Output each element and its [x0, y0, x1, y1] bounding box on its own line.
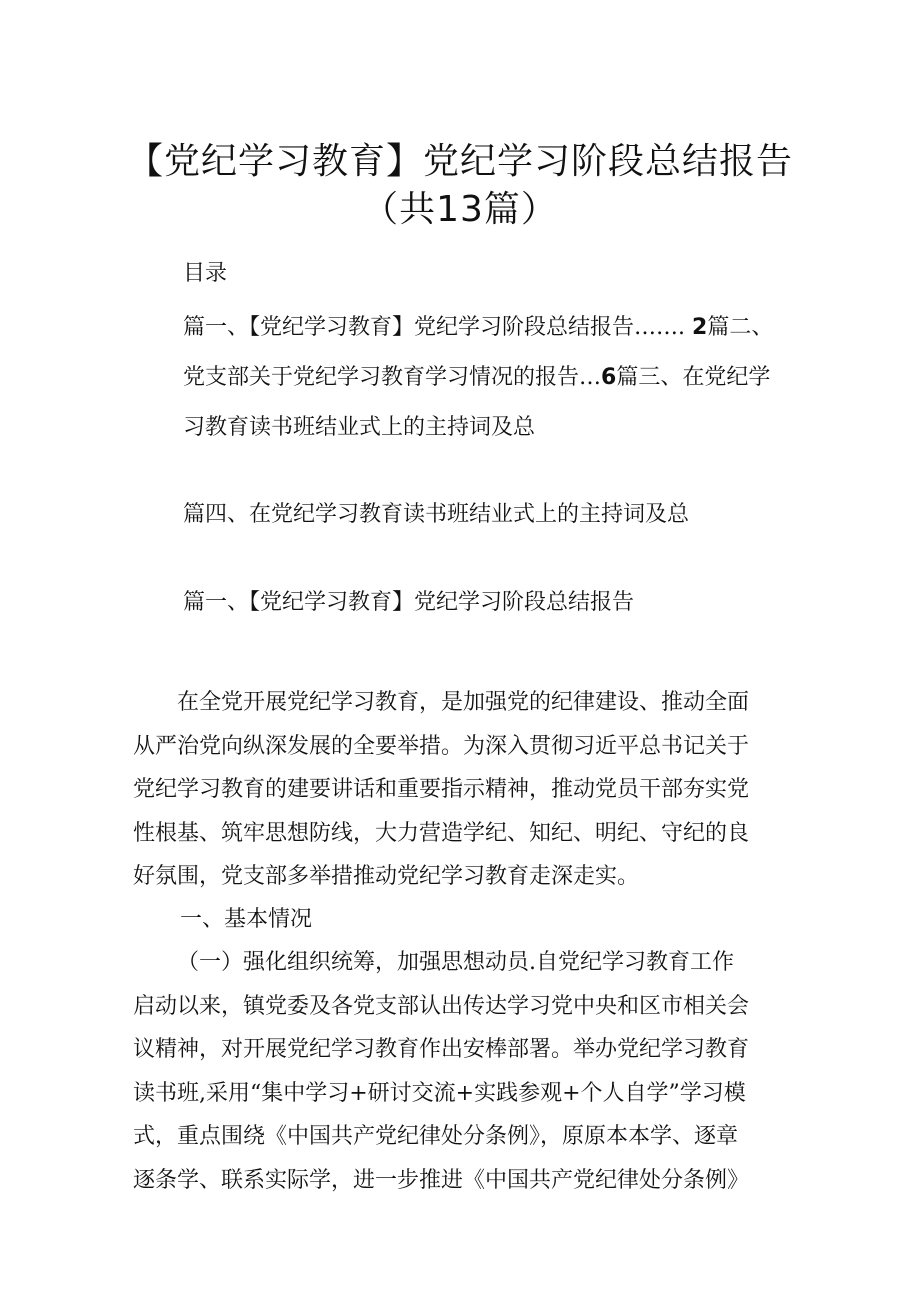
- paragraph-line: 从严治党向纵深发展的全要举措。为深入贯彻习近平总书记关于: [133, 733, 750, 759]
- toc-page-number: 6: [601, 365, 617, 390]
- toc-line-1-text: 篇一、【党纪学习教育】党纪学习阶段总结报告…….: [183, 315, 692, 340]
- paragraph-line: 议精神，对开展党纪学习教育作出安棒部署。举办党纪学习教育: [133, 1037, 750, 1062]
- paragraph-line: 启动以来，镇党委及各党支部认出传达学习党中央和区市相关会: [133, 993, 750, 1019]
- toc-page-number: 2: [692, 315, 708, 340]
- toc-line-2-text: 党支部关于党纪学习教育学习情况的报告…: [183, 365, 602, 390]
- document-title-count: （共13篇）: [362, 189, 558, 230]
- toc-list: [183, 303, 803, 453]
- toc-line-1-tail: 篇二、: [707, 315, 774, 340]
- paragraph-line: 读书班,采用“集中学习+研讨交流+实践参观+个人自学”学习模: [133, 1080, 746, 1106]
- paragraph-line: 好氛围，党支部多举措推动党纪学习教育走深走实。: [133, 864, 640, 889]
- paragraph-line: 在全党开展党纪学习教育，是加强党的纪律建设、推动全面: [177, 690, 750, 715]
- toc-line-2-tail: 篇三、在党纪学: [616, 365, 771, 390]
- toc-line-2[interactable]: [183, 353, 803, 403]
- paragraph-line: 性根基、筑牢思想防线，大力营造学纪、知纪、明纪、守纪的良: [133, 820, 750, 846]
- document-title: 【党纪学习教育】党纪学习阶段总结报告: [126, 141, 793, 182]
- toc-line-3-text: 习教育读书班结业式上的主持词及总: [183, 415, 536, 440]
- paragraph-line: 逐条学、联系实际学，进一步推进《中国共产党纪律处分条例》: [133, 1167, 750, 1193]
- paragraph-line: （一）强化组织统筹，加强思想动员.自党纪学习教育工作: [177, 950, 734, 975]
- toc-line-1[interactable]: [183, 303, 803, 353]
- section-title: 篇一、【党纪学习教育】党纪学习阶段总结报告: [183, 590, 635, 615]
- paragraph-line: 式，重点围绕《中国共产党纪律处分条例》，原原本本学、逐章: [133, 1124, 739, 1149]
- paragraph-intro: [133, 681, 793, 899]
- paragraph-line: 党纪学习教育的建要讲话和重要指示精神，推动党员干部夯实党: [133, 777, 750, 802]
- subheading-basic-situation: 一、基本情况: [180, 907, 313, 932]
- toc-item-4[interactable]: 篇四、在党纪学习教育读书班结业式上的主持词及总: [183, 502, 690, 527]
- toc-heading: 目录: [183, 261, 228, 286]
- paragraph-basic-situation: [133, 941, 793, 1202]
- toc-line-3[interactable]: [183, 403, 803, 453]
